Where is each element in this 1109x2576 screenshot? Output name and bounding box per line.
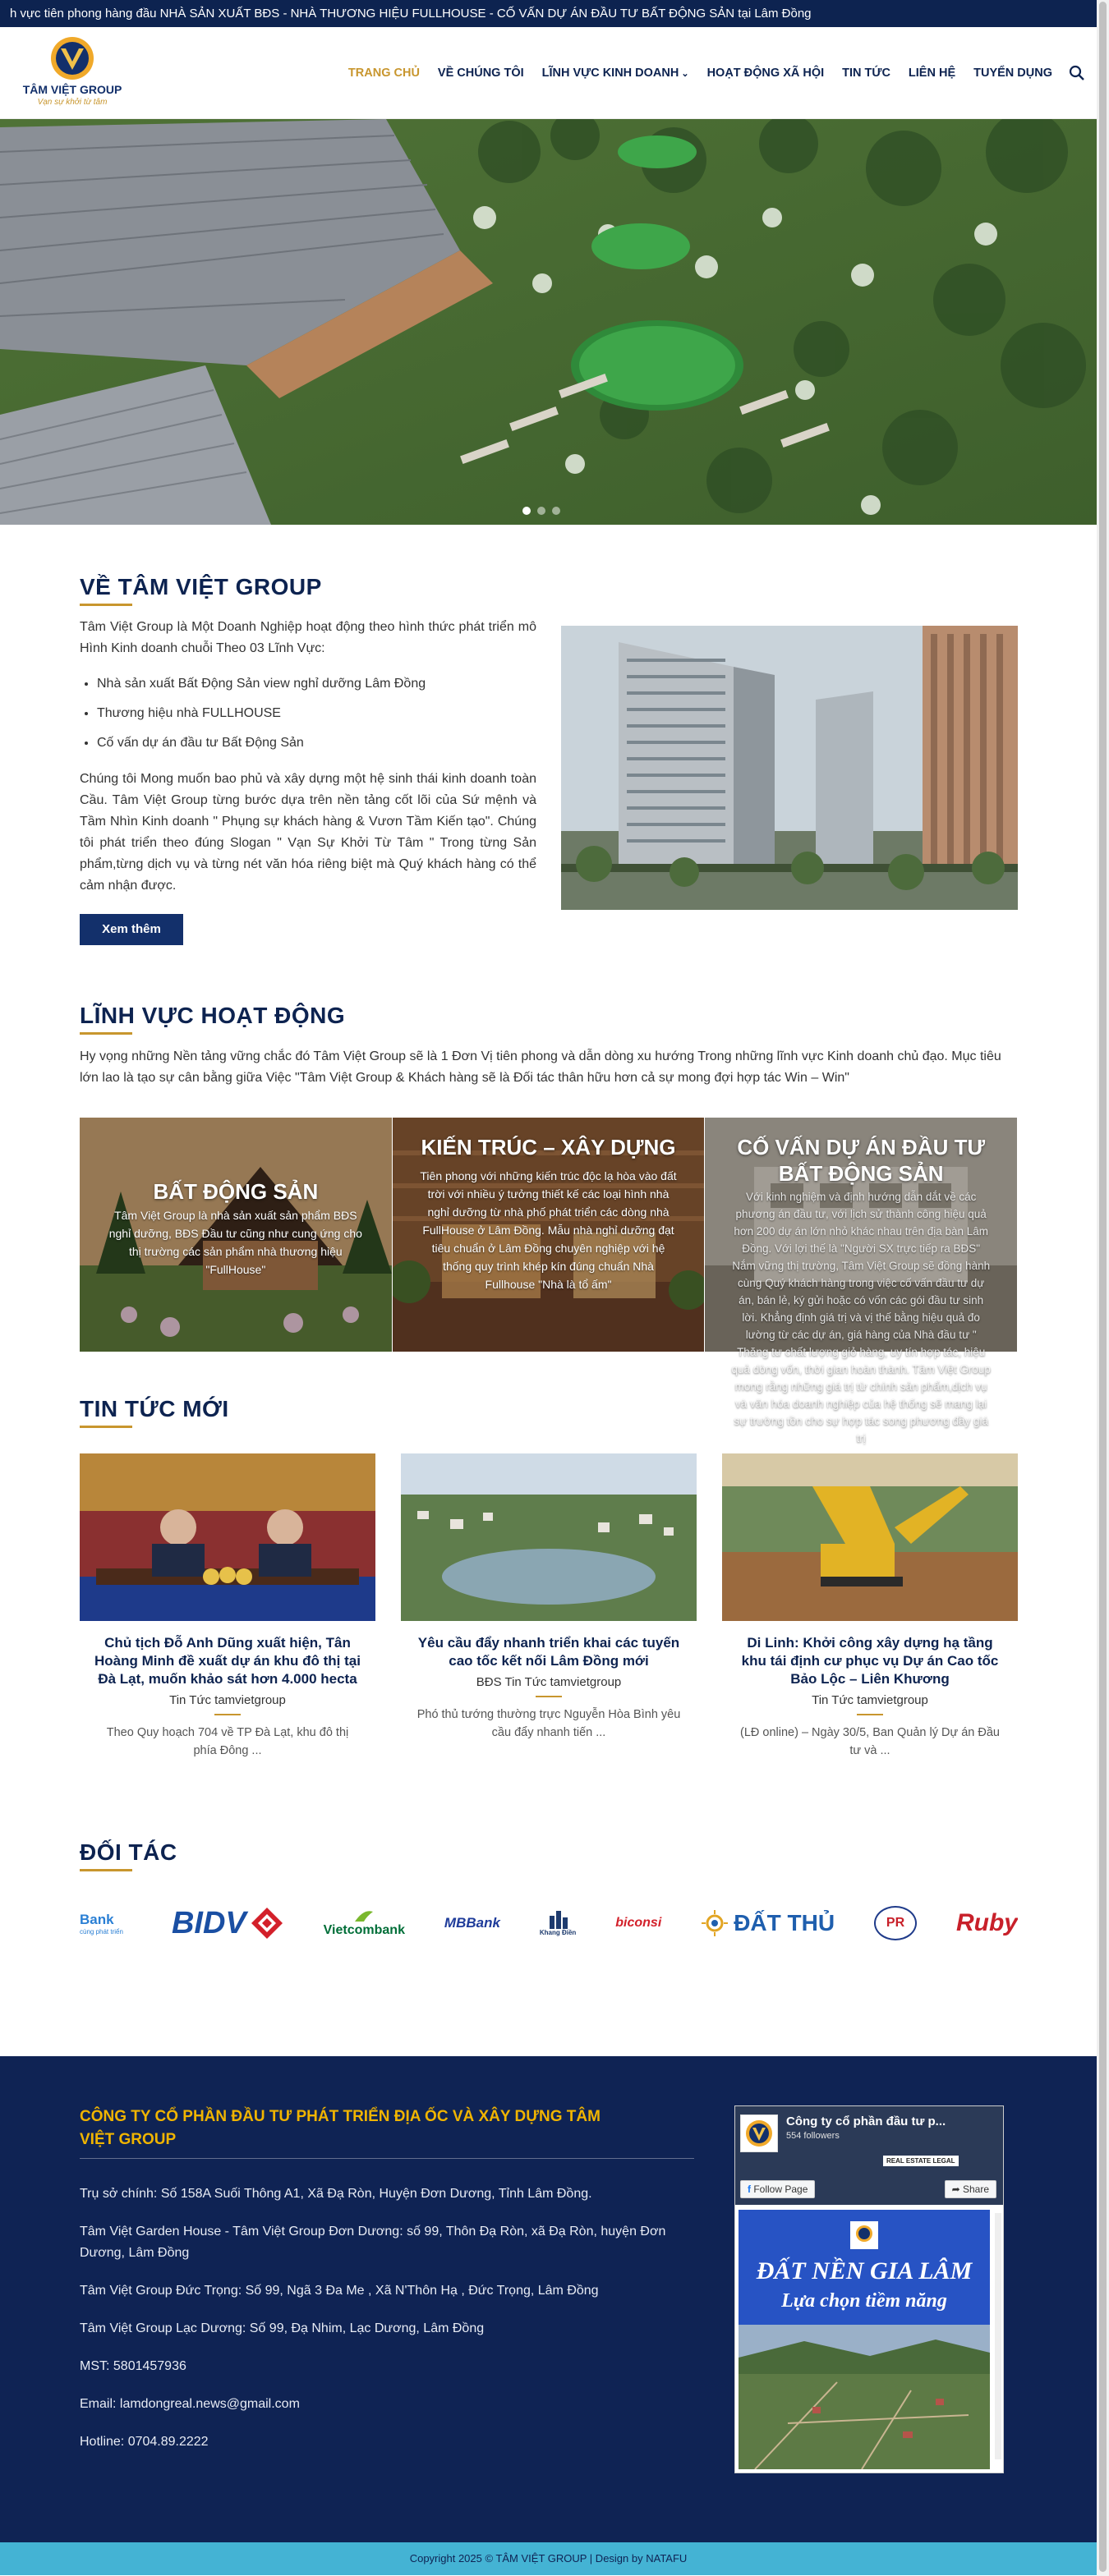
card-text: Tiên phong với những kiến trúc độc lạ hòa vào đất trời với nhiều ý tưởng thiết kế các loại hình nhà nghỉ dưỡng từ nhà phố phát triển các dòng nhà FullHouse ở Lâm Đồng. Mẫu nhà nghỉ dưỡng đạt tiêu chuẩn ở Lâm Đồng chuyên nghiệp với hệ thống quy trình khép kín đúng chuẩn Nhà Fullhouse "Nhà là tổ ấm" bbox=[420, 1169, 677, 1291]
partner-logo-text: BIDV bbox=[171, 1905, 246, 1940]
nav-item-careers[interactable]: TUYỂN DỤNG bbox=[973, 67, 1052, 80]
logo-name: TÂM VIỆT GROUP bbox=[22, 83, 122, 96]
field-card-architecture[interactable] bbox=[393, 1118, 705, 1352]
footer-divider bbox=[80, 2158, 694, 2159]
news-card[interactable] bbox=[722, 1453, 1018, 1760]
footer-address: Tâm Việt Group Đức Trọng: Số 99, Ngã 3 Đa Me , Xã N'Thôn Hạ , Đức Trọng, Lâm Đồng bbox=[80, 2284, 599, 2298]
partner-logo-text: MBBank bbox=[444, 1915, 500, 1931]
partner-logo-text: biconsi bbox=[615, 1916, 662, 1930]
announcement-text: h vực tiên phong hàng đầu NHÀ SẢN XUẤT BĐS - NHÀ THƯƠNG HIỆU FULLHOUSE - CỐ VẤN DỰ ÁN ĐẦU TƯ BẤT ĐỘNG SẢN tại Lâm Đồng bbox=[10, 7, 812, 21]
footer-email[interactable]: Email: lamdongreal.news@gmail.com bbox=[80, 2397, 300, 2411]
news-excerpt: Theo Quy hoạch 704 về TP Đà Lạt, khu đô thị phía Đông ... bbox=[106, 1726, 349, 1757]
title-underline bbox=[80, 1032, 132, 1035]
footer-tax-code: MST: 5801457936 bbox=[80, 2359, 186, 2373]
about-body: Chúng tôi Mong muốn bao phủ và xây dựng một hệ sinh thái kinh doanh toàn Cầu. Tâm Việt Group từng bước dựa trên nền tảng cốt lõi của Sứ mệnh và Tầm Nhìn Kinh doanh " Phụng sự khách hàng & Vươn Tầm Kiến tạo". Chúng tôi phát triển theo đúng Slogan " Vạn Sự Khởi Từ Tâm " Trong từng Sản phẩm,từng dịch vụ và từng nét văn hóa riêng biệt mà Quý khách hàng có thể cảm nhận được. bbox=[80, 772, 536, 893]
about-building-image bbox=[561, 626, 1018, 910]
news-title: TIN TỨC MỚI bbox=[80, 1396, 229, 1421]
news-divider bbox=[857, 1714, 883, 1715]
card-text: Tâm Việt Group là nhà sản xuất sản phẩm BĐS nghỉ dưỡng, BĐS Đầu tư cũng như cung ứng cho thị trường các sản phẩm nhà thương hiệu "FullHouse" bbox=[108, 1209, 362, 1276]
partner-logo-text: Ruby bbox=[955, 1909, 1018, 1936]
main-nav bbox=[330, 27, 1085, 119]
site-header bbox=[0, 27, 1097, 119]
about-title: VỀ TÂM VIỆT GROUP bbox=[80, 574, 322, 599]
title-underline bbox=[80, 1426, 132, 1428]
fb-cover bbox=[735, 2106, 1003, 2205]
about-list bbox=[97, 669, 426, 758]
list-item: • Cố vấn dự án đầu tư Bất Động Sản bbox=[97, 728, 426, 758]
news-grid bbox=[80, 1453, 1018, 1760]
news-section bbox=[0, 1396, 1097, 1839]
footer-hotline[interactable]: Hotline: 0704.89.2222 bbox=[80, 2435, 209, 2449]
partner-logo-text: PR bbox=[886, 1916, 905, 1930]
nav-item-contact[interactable]: LIÊN HỆ bbox=[908, 67, 956, 80]
partner-logo-sub: cùng phát triển bbox=[80, 1927, 123, 1935]
site-logo[interactable] bbox=[16, 35, 131, 111]
partner-logos bbox=[80, 1899, 1018, 1948]
nav-item-news[interactable]: TIN TỨC bbox=[842, 67, 890, 80]
facebook-icon: f bbox=[748, 2183, 751, 2195]
fb-post-title: ĐẤT NỀN GIA LÂM bbox=[756, 2257, 973, 2284]
partners-section bbox=[0, 1839, 1097, 2056]
partner-logo[interactable] bbox=[956, 1903, 1018, 1943]
logo-emblem-icon bbox=[48, 35, 97, 81]
partners-title: ĐỐI TÁC bbox=[80, 1839, 177, 1865]
news-excerpt: Phó thủ tướng thường trực Nguyễn Hòa Bình yêu cầu đẩy nhanh tiến ... bbox=[416, 1708, 681, 1739]
scrollbar-thumb[interactable] bbox=[1099, 2, 1107, 2572]
partner-logo[interactable] bbox=[444, 1903, 500, 1943]
slider-dot-3[interactable] bbox=[552, 507, 560, 515]
facebook-page-widget[interactable] bbox=[734, 2105, 1004, 2473]
partner-logo[interactable] bbox=[172, 1903, 284, 1943]
slider-dots bbox=[522, 507, 567, 515]
partner-logo-text: Bank bbox=[80, 1911, 114, 1927]
page-scrollbar[interactable] bbox=[1097, 0, 1109, 2576]
title-underline bbox=[80, 1869, 132, 1871]
copyright-text: Copyright 2025 © TÂM VIỆT GROUP | Design by NATAFU bbox=[409, 2552, 688, 2565]
khangdien-building-icon bbox=[545, 1911, 570, 1929]
card-title: CỐ VẤN DỰ ÁN ĐẦU TƯ BẤT ĐỘNG SẢN bbox=[737, 1135, 986, 1186]
footer-contact-info bbox=[80, 2183, 694, 2469]
partner-logo[interactable] bbox=[540, 1903, 576, 1943]
nav-item-business-label: LĨNH VỰC KINH DOANH bbox=[541, 67, 679, 80]
news-divider bbox=[214, 1714, 241, 1715]
fb-post-image bbox=[739, 2210, 990, 2469]
card-title: KIẾN TRÚC – XÂY DỰNG bbox=[421, 1135, 676, 1159]
card-title: BẤT ĐỘNG SẢN bbox=[153, 1179, 319, 1204]
search-icon[interactable] bbox=[1069, 65, 1085, 81]
news-title[interactable]: Yêu cầu đẩy nhanh triển khai các tuyến cao tốc kết nối Lâm Đồng mới bbox=[417, 1635, 680, 1669]
news-category[interactable]: Tin Tức tamvietgroup bbox=[169, 1693, 286, 1707]
partner-logo[interactable] bbox=[80, 1903, 132, 1943]
news-title[interactable]: Di Linh: Khởi công xây dựng hạ tầng khu tái định cư phục vụ Dự án Cao tốc Bảo Lộc – Liên Khương bbox=[741, 1635, 999, 1687]
slider-dot-2[interactable] bbox=[537, 507, 545, 515]
footer-address: Tâm Việt Garden House - Tâm Việt Group Đơn Dương: số 99, Thôn Đạ Ròn, xã Đạ Ròn, huyện Đơn Dương, Lâm Đồng bbox=[80, 2225, 666, 2260]
copyright-bar bbox=[0, 2542, 1097, 2575]
top-announcement-bar bbox=[0, 0, 1097, 27]
news-thumbnail bbox=[722, 1453, 1018, 1621]
share-icon: ➦ bbox=[951, 2183, 960, 2195]
partner-logo[interactable] bbox=[874, 1903, 917, 1943]
field-card-investment[interactable] bbox=[705, 1118, 1017, 1444]
site-footer bbox=[0, 2056, 1097, 2542]
news-thumbnail bbox=[80, 1453, 375, 1621]
partner-logo[interactable] bbox=[615, 1903, 661, 1943]
list-item: • Nhà sản xuất Bất Động Sản view nghỉ dưỡng Lâm Đồng bbox=[97, 669, 426, 699]
nav-item-business[interactable] bbox=[542, 67, 689, 80]
logo-slogan: Vạn sự khởi từ tâm bbox=[37, 98, 108, 107]
news-card[interactable] bbox=[80, 1453, 375, 1760]
partner-logo-text: ĐẤT THỦ bbox=[734, 1910, 835, 1935]
nav-item-about[interactable]: VỀ CHÚNG TÔI bbox=[437, 67, 524, 80]
news-category[interactable]: BĐS Tin Tức tamvietgroup bbox=[476, 1675, 622, 1689]
title-underline bbox=[80, 604, 132, 606]
news-thumbnail bbox=[401, 1453, 697, 1621]
fb-follow-label: Follow Page bbox=[753, 2183, 808, 2195]
footer-company-name: CÔNG TY CỔ PHẦN ĐẦU TƯ PHÁT TRIỂN ĐỊA ỐC VÀ XÂY DỰNG TÂM VIỆT GROUP bbox=[80, 2108, 601, 2148]
vietcombank-leaf-icon bbox=[352, 1908, 376, 1923]
read-more-button[interactable]: Xem thêm bbox=[80, 914, 183, 945]
fb-post-logo bbox=[739, 2221, 990, 2253]
bidv-mark-icon bbox=[250, 1906, 284, 1940]
about-intro: Tâm Việt Group là Một Doanh Nghiệp hoạt động theo hình thức phát triển mô Hình Kinh doanh chuỗi Theo 03 Lĩnh Vực: bbox=[80, 620, 536, 655]
fb-avatar bbox=[740, 2115, 778, 2152]
nav-item-home[interactable]: TRANG CHỦ bbox=[347, 67, 420, 80]
fb-scrollbar[interactable] bbox=[995, 2213, 1001, 2459]
footer-address: Tâm Việt Group Lạc Dương: Số 99, Đạ Nhim, Lạc Dương, Lâm Đồng bbox=[80, 2321, 485, 2335]
news-divider bbox=[536, 1696, 562, 1697]
partner-logo-text: Vietcombank bbox=[323, 1923, 405, 1937]
partner-logo[interactable] bbox=[701, 1903, 835, 1943]
fb-cover-badge: REAL ESTATE LEGAL bbox=[883, 2156, 959, 2166]
datthu-sun-icon bbox=[701, 1909, 729, 1937]
field-card-real-estate[interactable] bbox=[80, 1118, 392, 1352]
list-item: • Thương hiệu nhà FULLHOUSE bbox=[97, 699, 426, 728]
partner-logo-text: Khang Điền bbox=[539, 1928, 577, 1936]
about-section bbox=[0, 525, 1097, 972]
fb-share-label: Share bbox=[962, 2183, 989, 2195]
fb-post-subtitle: Lựa chọn tiềm năng bbox=[781, 2290, 947, 2312]
news-title[interactable]: Chủ tịch Đỗ Anh Dũng xuất hiện, Tân Hoàng Minh đề xuất dự án khu đô thị tại Đà Lạt, muốn khảo sát hơn 4.000 hecta bbox=[94, 1635, 361, 1687]
fb-post-land-photo bbox=[739, 2325, 990, 2469]
fb-followers: 554 followers bbox=[786, 2131, 840, 2141]
fb-share-button[interactable] bbox=[945, 2180, 996, 2198]
hero-slider[interactable] bbox=[0, 119, 1097, 525]
card-text: Với kinh nghiệm và định hướng dẫn dắt về các phương án đầu tư, với lịch sử thành công hiệu quả hơn 200 dự án lớn nhỏ khác nhau trên địa bàn Lâm Đồng. Với lợi thế là "Người SX trực tiếp ra BĐS" Nắm vững thị trường, Tâm Việt Group sẽ đồng hành cùng Quý khách hàng trong việc cố vấn đầu tư dự án, bán lẻ, ký gửi hoặc có vốn các gói đầu tư sinh lời. Khẳng định giá trị và vị thế bằng hiệu quả đo lường từ các dự án, giá hàng của Nhà đầu tư " Thăng tư chất lượng giỏ hàng, uy tín hợp tác, hiệu quả dòng vốn, thời gian hoàn thành. Tâm Việt Group mong rằng những giá trị từ chính sản phẩm,dịch vụ và văn hóa doanh nghiệp của hệ thống sẽ mang lại sự trường tồn cho sự hợp tác song phương đầy giá trị bbox=[731, 1191, 991, 1444]
fb-follow-button[interactable] bbox=[740, 2180, 815, 2198]
chevron-down-icon: ⌄ bbox=[681, 69, 689, 79]
slider-dot-1[interactable] bbox=[522, 507, 531, 515]
fields-description: Hy vọng những Nền tảng vững chắc đó Tâm Việt Group sẽ là 1 Đơn Vị tiên phong và dẫn dòng xu hướng Trong những lĩnh vực Kinh doanh chủ đạo. Mục tiêu lớn lao là tạo sự cân bằng giữa Việc "Tâm Việt Group & Khách hàng sẽ là Đối tác thân hữu hơn cả sự mong đợi hợp tác Win – Win" bbox=[80, 1049, 1001, 1085]
fields-title: LĨNH VỰC HOẠT ĐỘNG bbox=[80, 1003, 346, 1028]
fb-page-name[interactable]: Công ty cổ phần đầu tư p... bbox=[786, 2115, 946, 2128]
footer-address: Trụ sở chính: Số 158A Suối Thông A1, Xã Đạ Ròn, Huyện Đơn Dương, Tỉnh Lâm Đồng. bbox=[80, 2187, 592, 2201]
news-excerpt: (LĐ online) – Ngày 30/5, Ban Quản lý Dự án Đầu tư và ... bbox=[740, 1726, 1000, 1757]
nav-item-social[interactable]: HOẠT ĐỘNG XÃ HỘI bbox=[706, 67, 825, 80]
partner-logo[interactable] bbox=[324, 1903, 405, 1943]
news-card[interactable] bbox=[401, 1453, 697, 1760]
hero-resort-image bbox=[0, 119, 1097, 525]
news-category[interactable]: Tin Tức tamvietgroup bbox=[812, 1693, 928, 1707]
